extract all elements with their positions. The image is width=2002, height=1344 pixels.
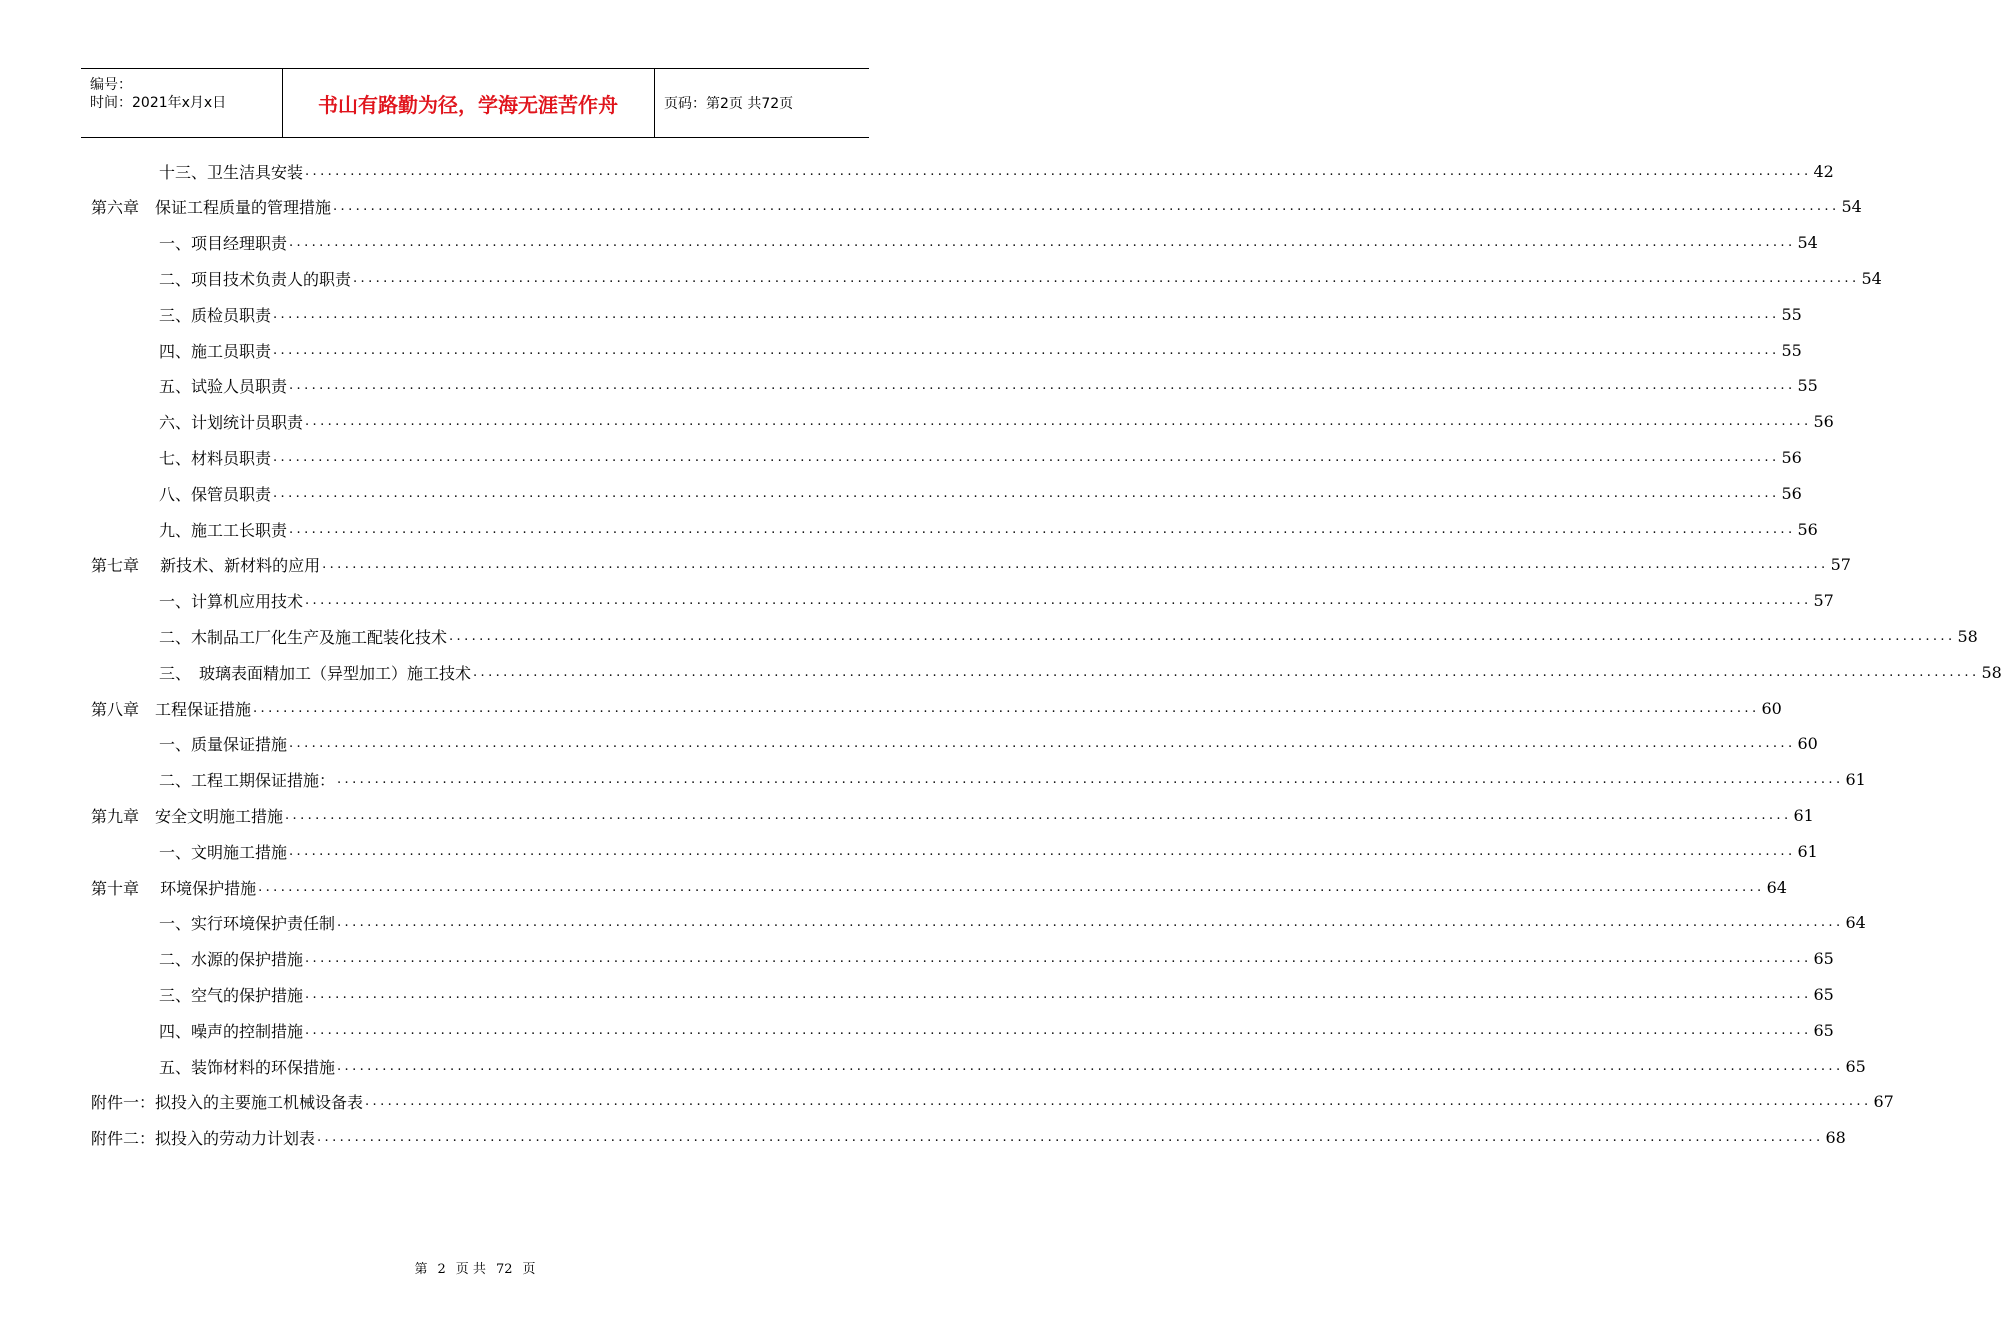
toc-entry-title: 二、木制品工厂化生产及施工配装化技术 — [159, 627, 448, 647]
toc-entry-title: 附件二：拟投入的劳动力计划表 — [91, 1129, 316, 1149]
toc-entry[interactable] — [159, 368, 1818, 404]
toc-leader-dots: ........................................................................................................................................................................................................ — [305, 593, 1812, 609]
toc-leader-dots: ........................................................................................................................................................................................................ — [365, 1094, 1872, 1110]
toc-entry-page: 65 — [1845, 1056, 1866, 1076]
toc-leader-dots: ........................................................................................................................................................................................................ — [289, 736, 1796, 752]
toc-leader-dots: ........................................................................................................................................................................................................ — [317, 1130, 1824, 1146]
toc-entry-title: 四、施工员职责 — [159, 341, 272, 361]
toc-entry-page: 64 — [1766, 877, 1787, 897]
toc-entry-title: 四、噪声的控制措施 — [159, 1021, 304, 1041]
toc-entry-title: 第十章 环境保护措施 — [91, 878, 257, 898]
toc-entry-page: 58 — [1981, 662, 2002, 682]
toc-entry-page: 60 — [1761, 698, 1782, 718]
page-header — [81, 68, 869, 138]
footer-mid: 页 共 — [455, 1262, 486, 1277]
toc-entry[interactable] — [159, 654, 2002, 690]
toc-entry-page: 61 — [1793, 805, 1814, 825]
footer-total: 72 — [495, 1262, 513, 1277]
toc-leader-dots: ........................................................................................................................................................................................................ — [289, 843, 1796, 859]
toc-leader-dots: ........................................................................................................................................................................................................ — [305, 163, 1812, 179]
header-meta — [81, 69, 282, 137]
toc-entry-title: 一、质量保证措施 — [159, 735, 288, 755]
footer-suffix: 页 — [522, 1262, 536, 1277]
header-page-info: 页码：第2页 共72页 — [664, 96, 794, 112]
toc-entry[interactable] — [159, 833, 1818, 869]
toc-leader-dots: ........................................................................................................................................................................................................ — [337, 915, 1844, 931]
toc-entry-title: 八、保管员职责 — [159, 484, 272, 504]
toc-entry-page: 64 — [1845, 913, 1866, 933]
toc-entry[interactable] — [91, 1120, 1846, 1156]
toc-entry[interactable] — [159, 153, 1834, 189]
time-label: 时间：2021年x月x日 — [90, 95, 227, 111]
toc-leader-dots: ........................................................................................................................................................................................................ — [273, 342, 1780, 358]
toc-entry[interactable] — [159, 941, 1834, 977]
toc-entry-page: 60 — [1797, 734, 1818, 754]
toc-entry-page: 56 — [1797, 519, 1818, 539]
toc-entry[interactable] — [159, 404, 1834, 440]
toc-entry-title: 五、试验人员职责 — [159, 377, 288, 397]
toc-entry-title: 二、水源的保护措施 — [159, 950, 304, 970]
toc-entry-title: 第八章 工程保证措施 — [91, 699, 252, 719]
toc-entry[interactable] — [159, 905, 1866, 941]
toc-leader-dots: ........................................................................................................................................................................................................ — [353, 270, 1860, 286]
toc-entry-title: 二、项目技术负责人的职责 — [159, 269, 352, 289]
toc-entry-title: 六、计划统计员职责 — [159, 413, 304, 433]
toc-entry-page: 54 — [1861, 268, 1882, 288]
toc-entry[interactable] — [91, 797, 1814, 833]
toc-entry[interactable] — [159, 225, 1818, 261]
toc-leader-dots: ........................................................................................................................................................................................................ — [258, 879, 1765, 895]
toc-leader-dots: ........................................................................................................................................................................................................ — [273, 306, 1780, 322]
toc-leader-dots: ........................................................................................................................................................................................................ — [333, 199, 1840, 215]
toc-leader-dots: ........................................................................................................................................................................................................ — [289, 378, 1796, 394]
toc-entry[interactable] — [91, 189, 1862, 225]
footer-page: 2 — [437, 1262, 446, 1277]
toc-entry-page: 65 — [1813, 984, 1834, 1004]
toc-entry-title: 一、实行环境保护责任制 — [159, 914, 336, 934]
toc-entry[interactable] — [159, 726, 1818, 762]
toc-leader-dots: ........................................................................................................................................................................................................ — [253, 700, 1760, 716]
toc-entry-page: 55 — [1781, 340, 1802, 360]
toc-entry[interactable] — [159, 618, 1978, 654]
footer-prefix: 第 — [414, 1262, 428, 1277]
toc-leader-dots: ........................................................................................................................................................................................................ — [273, 449, 1780, 465]
toc-entry-page: 42 — [1813, 161, 1834, 181]
toc-entry-page: 56 — [1813, 412, 1834, 432]
toc-entry-title: 一、文明施工措施 — [159, 842, 288, 862]
toc-entry-title: 第九章 安全文明施工措施 — [91, 806, 284, 826]
toc-entry-page: 58 — [1957, 626, 1978, 646]
toc-entry[interactable] — [159, 511, 1818, 547]
toc-entry-page: 65 — [1813, 949, 1834, 969]
toc-entry-page: 57 — [1830, 555, 1851, 575]
toc-entry[interactable] — [159, 439, 1802, 475]
toc-entry-page: 57 — [1813, 591, 1834, 611]
number-label: 编号： — [90, 77, 132, 93]
toc-leader-dots: ........................................................................................................................................................................................................ — [449, 628, 1956, 644]
toc-entry-page: 61 — [1845, 770, 1866, 790]
toc-entry-title: 三、空气的保护措施 — [159, 985, 304, 1005]
toc-entry-page: 54 — [1797, 233, 1818, 253]
toc-entry-page: 67 — [1873, 1092, 1894, 1112]
toc-leader-dots: ........................................................................................................................................................................................................ — [273, 485, 1780, 501]
toc-entry[interactable] — [159, 976, 1834, 1012]
toc-entry-page: 68 — [1825, 1128, 1846, 1148]
toc-entry[interactable] — [91, 869, 1787, 905]
toc-entry[interactable] — [91, 690, 1782, 726]
toc-entry-page: 55 — [1781, 304, 1802, 324]
toc-entry-page: 56 — [1781, 483, 1802, 503]
toc-entry[interactable] — [159, 260, 1882, 296]
toc-leader-dots: ........................................................................................................................................................................................................ — [337, 1058, 1844, 1074]
toc-entry[interactable] — [159, 762, 1866, 798]
header-divider — [654, 69, 655, 137]
toc-leader-dots: ........................................................................................................................................................................................................ — [322, 557, 1829, 573]
toc-entry-page: 61 — [1797, 841, 1818, 861]
toc-leader-dots: ........................................................................................................................................................................................................ — [337, 772, 1844, 788]
toc-leader-dots: ........................................................................................................................................................................................................ — [285, 807, 1792, 823]
toc-entry-title: 第七章 新技术、新材料的应用 — [91, 556, 321, 576]
toc-entry[interactable] — [159, 1012, 1834, 1048]
toc-entry-title: 第六章 保证工程质量的管理措施 — [91, 198, 332, 218]
page-footer — [0, 1258, 950, 1277]
toc-entry-title: 三、质检员职责 — [159, 305, 272, 325]
toc-entry[interactable] — [91, 1084, 1894, 1120]
toc-entry-title: 附件一：拟投入的主要施工机械设备表 — [91, 1093, 364, 1113]
toc-entry[interactable] — [91, 547, 1851, 583]
toc-leader-dots: ........................................................................................................................................................................................................ — [305, 986, 1812, 1002]
toc-leader-dots: ........................................................................................................................................................................................................ — [289, 521, 1796, 537]
toc-entry-title: 二、工程工期保证措施： — [159, 771, 336, 791]
toc-entry-title: 七、材料员职责 — [159, 448, 272, 468]
toc-entry[interactable] — [159, 296, 1802, 332]
toc-entry[interactable] — [159, 475, 1802, 511]
toc-entry-title: 十三、卫生洁具安装 — [159, 162, 304, 182]
toc-entry-title: 五、装饰材料的环保措施 — [159, 1057, 336, 1077]
toc-entry[interactable] — [159, 1048, 1866, 1084]
toc-leader-dots: ........................................................................................................................................................................................................ — [473, 664, 1980, 680]
toc-entry-page: 65 — [1813, 1020, 1834, 1040]
toc-entry-title: 九、施工工长职责 — [159, 520, 288, 540]
toc-entry[interactable] — [159, 583, 1834, 619]
header-motto: 书山有路勤为径，学海无涯苦作舟 — [318, 92, 618, 117]
toc-entry-page: 55 — [1797, 376, 1818, 396]
toc-entry-title: 一、计算机应用技术 — [159, 592, 304, 612]
toc-entry-title: 三、 玻璃表面精加工（异型加工）施工技术 — [159, 663, 472, 683]
toc-leader-dots: ........................................................................................................................................................................................................ — [289, 235, 1796, 251]
toc-entry-title: 一、项目经理职责 — [159, 234, 288, 254]
toc-leader-dots: ........................................................................................................................................................................................................ — [305, 951, 1812, 967]
toc-entry-page: 54 — [1841, 197, 1862, 217]
toc-leader-dots: ........................................................................................................................................................................................................ — [305, 414, 1812, 430]
toc-leader-dots: ........................................................................................................................................................................................................ — [305, 1022, 1812, 1038]
toc-entry-page: 56 — [1781, 447, 1802, 467]
toc-entry[interactable] — [159, 332, 1802, 368]
